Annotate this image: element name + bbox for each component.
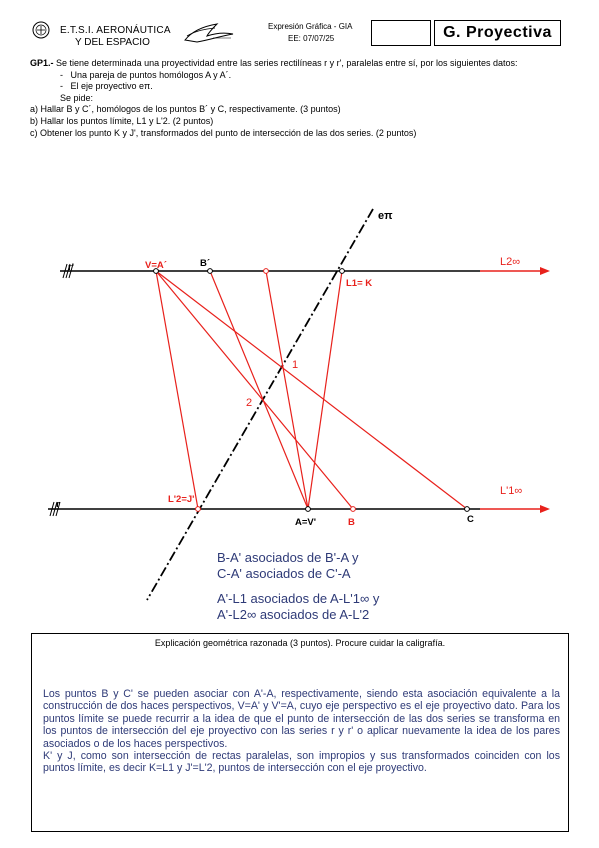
intro-text: Se tiene determinada una proyectividad entre las series rectilíneas r y r', paralelas entre sí, por los siguientes datos:: [56, 58, 518, 68]
label-axis: eπ: [378, 210, 393, 222]
problem-statement: [30, 58, 570, 139]
school-name-line2: Y DEL ESPACIO: [75, 37, 150, 48]
ask-item-c: c) Obtener los punto K y J', transformados del punto de intersección de las dos series. (2 puntos): [30, 127, 417, 138]
note-line-4: A'-L1 asociados de A-L'1∞ y: [217, 591, 380, 606]
school-seal-icon: [32, 20, 50, 40]
point-c-prime: [264, 269, 269, 274]
label-l2-infinity: L2∞: [500, 256, 521, 268]
note-line-1: B-A' asociados de B'-A y: [217, 550, 359, 565]
exam-date: EE: 07/07/25: [288, 34, 335, 43]
asks-label: Se pide:: [60, 92, 94, 103]
line-a-to-b-prime: [210, 271, 308, 509]
label-b: B: [348, 517, 355, 528]
ask-item-b: b) Hallar los puntos límite, L1 y L'2. (2 puntos): [30, 115, 214, 126]
explanation-text: [43, 688, 560, 775]
point-c: [465, 507, 470, 512]
label-a-v-prime: A=V': [295, 517, 317, 528]
explanation-paragraph-1: Los puntos B y C' se pueden asociar con A'-A, respectivamente, siendo esta asociación equivalente a la construcción de dos haces perspectivos, V=A' y V'=A, cuyo eje perspectivo es el eje proyectivo dato. Para los puntos límite se puede recurrir a la idea de que el punto de intersección de las dos series se transforma en los puntos de intersección del eje proyectivo con las series r y r' o aplicar nuevamente la idea de los pares asociados o de los haces perspectivos.: [43, 688, 560, 750]
arrow-l1-head: [540, 505, 550, 513]
statement-intro: [30, 58, 570, 70]
line-v-to-j: [156, 271, 198, 509]
school-name-line1: E.T.S.I. AERONÁUTICA: [60, 25, 171, 36]
label-r-prime: r': [68, 262, 74, 273]
explanation-paragraph-2: K' y J, como son intersección de rectas paralelas, son impropios y sus transformados coinciden con los puntos límite, es decir K=L1 y J'=L'2, puntos de intersección con el eje proyectivo.: [43, 750, 560, 775]
topic-title: G. Proyectiva: [434, 20, 561, 46]
point-b: [351, 507, 356, 512]
line-v-to-c: [156, 271, 467, 509]
label-l1-k: L1= K: [346, 278, 373, 289]
point-j-prime: [196, 507, 201, 512]
line-a-to-c-prime: [266, 271, 308, 509]
point-a-v-prime: [306, 507, 311, 512]
data-item-1: - Una pareja de puntos homólogos A y A´.: [60, 69, 232, 80]
point-b-prime: [208, 269, 213, 274]
note-line-5: A'-L2∞ asociados de A-L'2: [217, 606, 370, 622]
label-l1-infinity: L'1∞: [500, 485, 523, 497]
line-a-to-k: [308, 271, 342, 509]
label-b-prime: B´: [200, 258, 211, 269]
construction-lines: [156, 271, 467, 509]
label-r: r: [56, 499, 60, 510]
association-notes: [217, 550, 379, 622]
point-k: [340, 269, 345, 274]
data-item-2: - El eje proyectivo eπ.: [60, 81, 153, 92]
course-name: Expresión Gráfica - GIA: [268, 22, 353, 31]
student-name-box: [371, 20, 431, 46]
label-point-1: 1: [292, 359, 299, 371]
department-plane-logo-icon: [183, 20, 235, 46]
page-header: [0, 0, 599, 52]
label-v-a-prime: V=A´: [145, 260, 167, 271]
explanation-title: Explicación geométrica razonada (3 puntos). Procure cuidar la caligrafía.: [154, 638, 446, 648]
label-c: C: [467, 514, 474, 525]
note-line-3: [217, 581, 379, 591]
projective-axis-line: [147, 209, 373, 600]
note-line-2: C-A' asociados de C'-A: [217, 565, 351, 581]
ask-item-a: a) Hallar B y C´, homólogos de los puntos B´ y C, respectivamente. (3 puntos): [30, 104, 341, 115]
problem-number: GP1.-: [30, 58, 54, 68]
line-v-to-b: [156, 271, 353, 509]
label-point-2: 2: [246, 397, 253, 409]
label-l2-j: L'2=J': [168, 494, 195, 505]
arrow-l2-head: [540, 267, 550, 275]
